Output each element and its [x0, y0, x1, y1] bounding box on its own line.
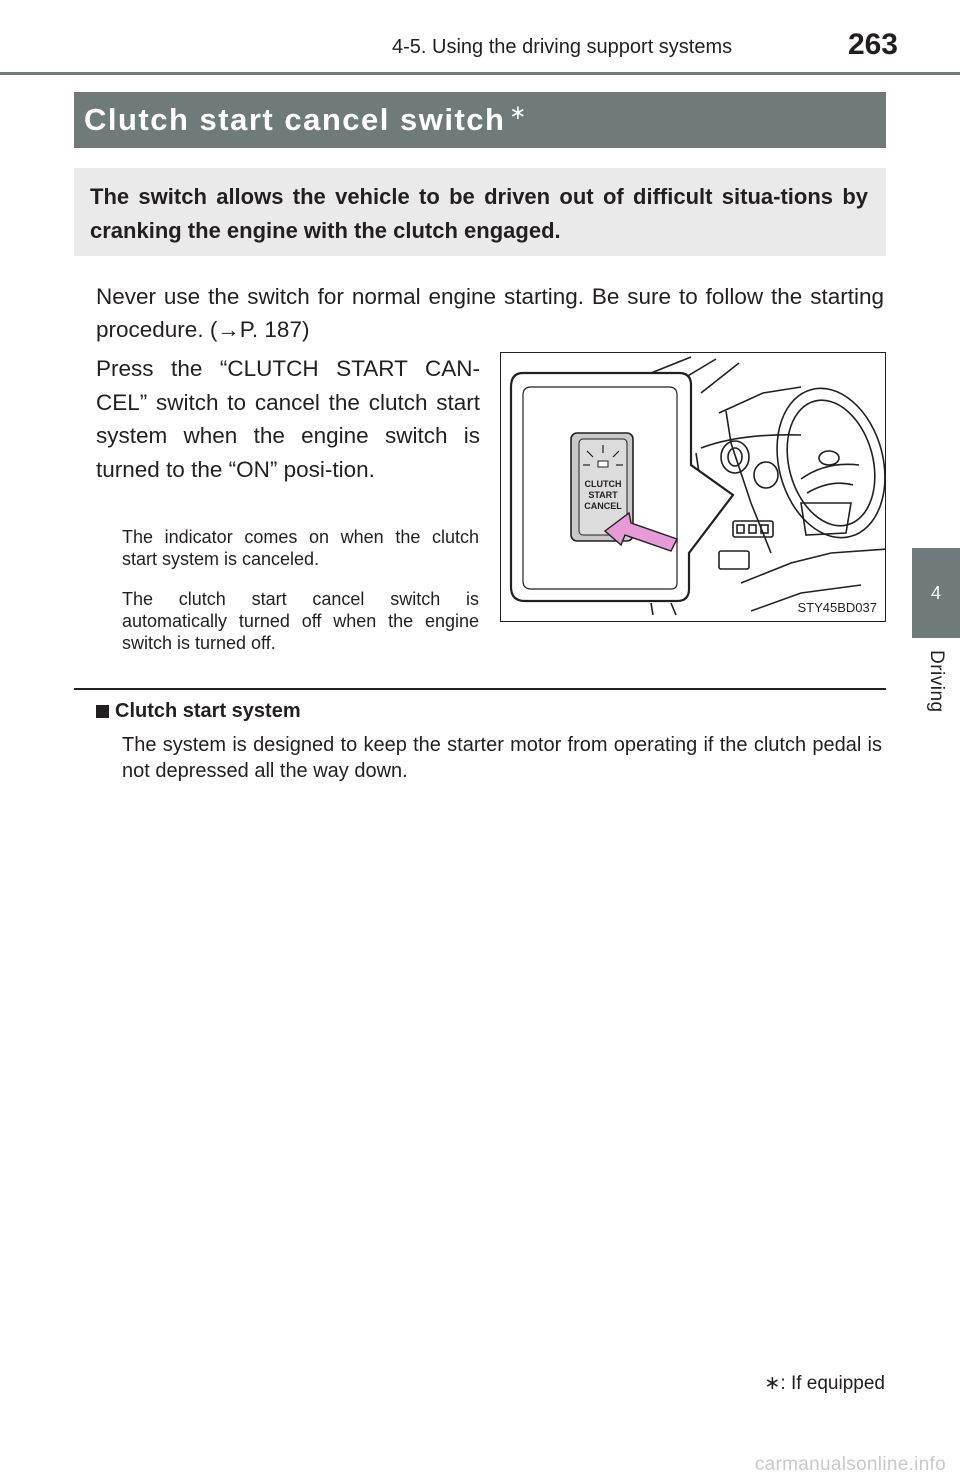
clutch-start-heading — [96, 700, 301, 723]
dashboard-illustration — [500, 352, 886, 622]
switch-label-line3: CANCEL — [584, 501, 622, 511]
section-title: 4-5. Using the driving support systems — [392, 36, 733, 58]
page-number: 263 — [847, 28, 898, 61]
note-auto-off: The clutch start cancel switch is automatically turned off when the engine switch is turned off. — [122, 589, 479, 653]
warning-paragraph: Never use the switch for normal engine starting. Be sure to follow the starting procedure. (→P. 187) — [96, 284, 884, 342]
section-divider — [74, 688, 886, 690]
chapter-tab[interactable] — [912, 548, 960, 638]
chapter-label-text: Driving — [926, 650, 947, 713]
lead-summary: The switch allows the vehicle to be driven out of difficult situa-tions by cranking the engine with the clutch engaged. — [74, 168, 886, 256]
chapter-label — [918, 650, 954, 730]
instruction-paragraph: Press the “CLUTCH START CAN-CEL” switch to cancel the clutch start system when the engine switch is turned to the “ON” posi-tion. — [96, 356, 480, 482]
switch-label-line1: CLUTCH — [584, 479, 622, 489]
square-bullet-icon — [96, 705, 109, 718]
footnote: ∗: If equipped — [764, 1373, 885, 1394]
watermark: carmanualsonline.info — [754, 1454, 946, 1475]
clutch-start-heading-text: Clutch start system — [115, 700, 301, 722]
header-rule — [0, 72, 960, 75]
chapter-number: 4 — [930, 582, 941, 603]
clutch-start-text: The system is designed to keep the starter motor from operating if the clutch pedal is not depressed all the way down. — [122, 734, 882, 782]
page-title-text: Clutch start cancel switch — [84, 102, 506, 137]
dashboard-drawing — [501, 353, 886, 622]
page-title — [74, 92, 886, 148]
equipped-marker: ∗ — [509, 101, 528, 124]
figure-id: STY45BD037 — [797, 600, 877, 615]
note-indicator: The indicator comes on when the clutch start system is canceled. — [122, 527, 479, 569]
switch-label-line2: START — [588, 490, 618, 500]
